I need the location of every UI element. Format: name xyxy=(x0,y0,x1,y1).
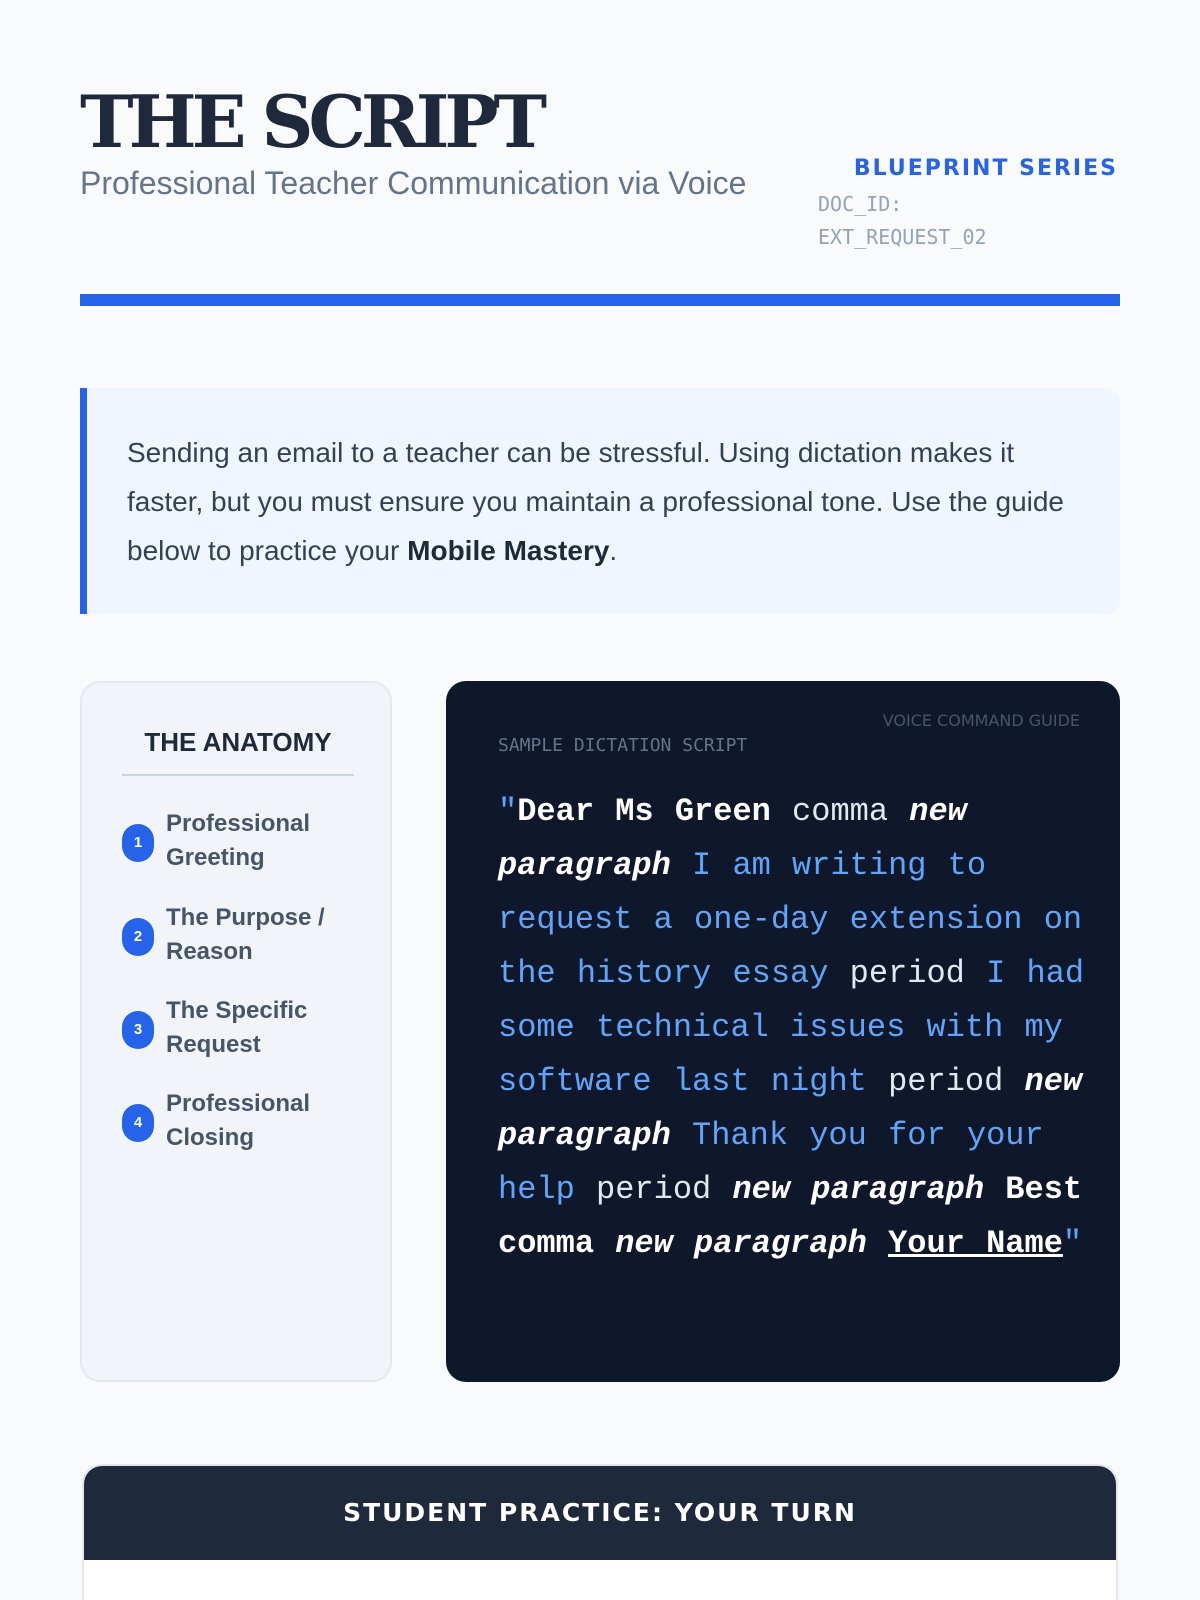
step-label: The Specific Request xyxy=(166,997,308,1058)
intro-text-end: . xyxy=(609,535,618,566)
doc-id xyxy=(818,188,1058,254)
anatomy-step xyxy=(122,901,362,971)
script-label: SAMPLE DICTATION SCRIPT xyxy=(498,735,748,756)
practice-title: STUDENT PRACTICE: YOUR TURN xyxy=(84,1466,1116,1560)
script-segment-np: new paragraph xyxy=(498,793,967,884)
document-page xyxy=(80,0,1120,1527)
step-number-badge: 4 xyxy=(122,1104,154,1142)
step-label: The Purpose / Reason xyxy=(166,904,325,965)
voice-command-guide-label: VOICE COMMAND GUIDE xyxy=(882,711,1080,730)
intro-callout xyxy=(80,388,1120,614)
script-segment-pu: period xyxy=(596,1171,712,1208)
intro-text: Sending an email to a teacher can be stressful. Using dictation makes it faster, but you must ensure you maintain a professional tone. Use the guide below to practice your xyxy=(127,437,1065,566)
anatomy-title: THE ANATOMY xyxy=(122,727,354,776)
practice-section xyxy=(82,1464,1118,1600)
series-label: BLUEPRINT SERIES xyxy=(853,156,1118,181)
script-segment-ul: Your Name xyxy=(888,1225,1063,1262)
step-label: Professional Closing xyxy=(166,1090,311,1151)
script-segment-np: new paragraph xyxy=(732,1171,985,1208)
anatomy-step xyxy=(122,807,362,877)
script-segment-pu: period xyxy=(849,955,965,992)
doc-id-label: DOC_ID: xyxy=(818,192,903,216)
intro-emphasis: Mobile Mastery xyxy=(407,535,610,566)
step-number-badge: 1 xyxy=(122,824,154,862)
anatomy-step xyxy=(122,1087,362,1157)
dictation-script xyxy=(498,785,1098,1271)
script-segment-bw: Best comma xyxy=(498,1171,1083,1262)
script-segment-pu: period xyxy=(888,1063,1004,1100)
page-title: THE SCRIPT xyxy=(80,79,543,164)
header xyxy=(80,0,1120,306)
script-segment-w: Thank you for your help xyxy=(498,1117,1044,1208)
anatomy-step xyxy=(122,994,362,1064)
script-segment-pu: comma xyxy=(792,793,889,830)
step-number-badge: 2 xyxy=(122,918,154,956)
page-subtitle: Professional Teacher Communication via Voice xyxy=(80,165,747,201)
script-segment-bw: Dear Ms Green xyxy=(517,793,771,830)
header-divider xyxy=(80,294,1120,306)
script-card xyxy=(446,681,1120,1382)
script-segment-w: I am writing to request a one-day extension on the history essay xyxy=(498,847,1083,992)
anatomy-panel xyxy=(80,681,392,1382)
script-segment-np: new paragraph xyxy=(615,1225,867,1262)
step-number-badge: 3 xyxy=(122,1011,154,1049)
script-segment-q: " xyxy=(498,793,518,830)
script-segment-np: new paragraph xyxy=(498,1063,1083,1154)
doc-id-value: EXT_REQUEST_02 xyxy=(818,225,987,249)
step-label: Professional Greeting xyxy=(166,810,311,871)
script-segment-q: " xyxy=(1062,1225,1083,1262)
script-segment-w: I had some technical issues with my software last night xyxy=(498,955,1085,1100)
